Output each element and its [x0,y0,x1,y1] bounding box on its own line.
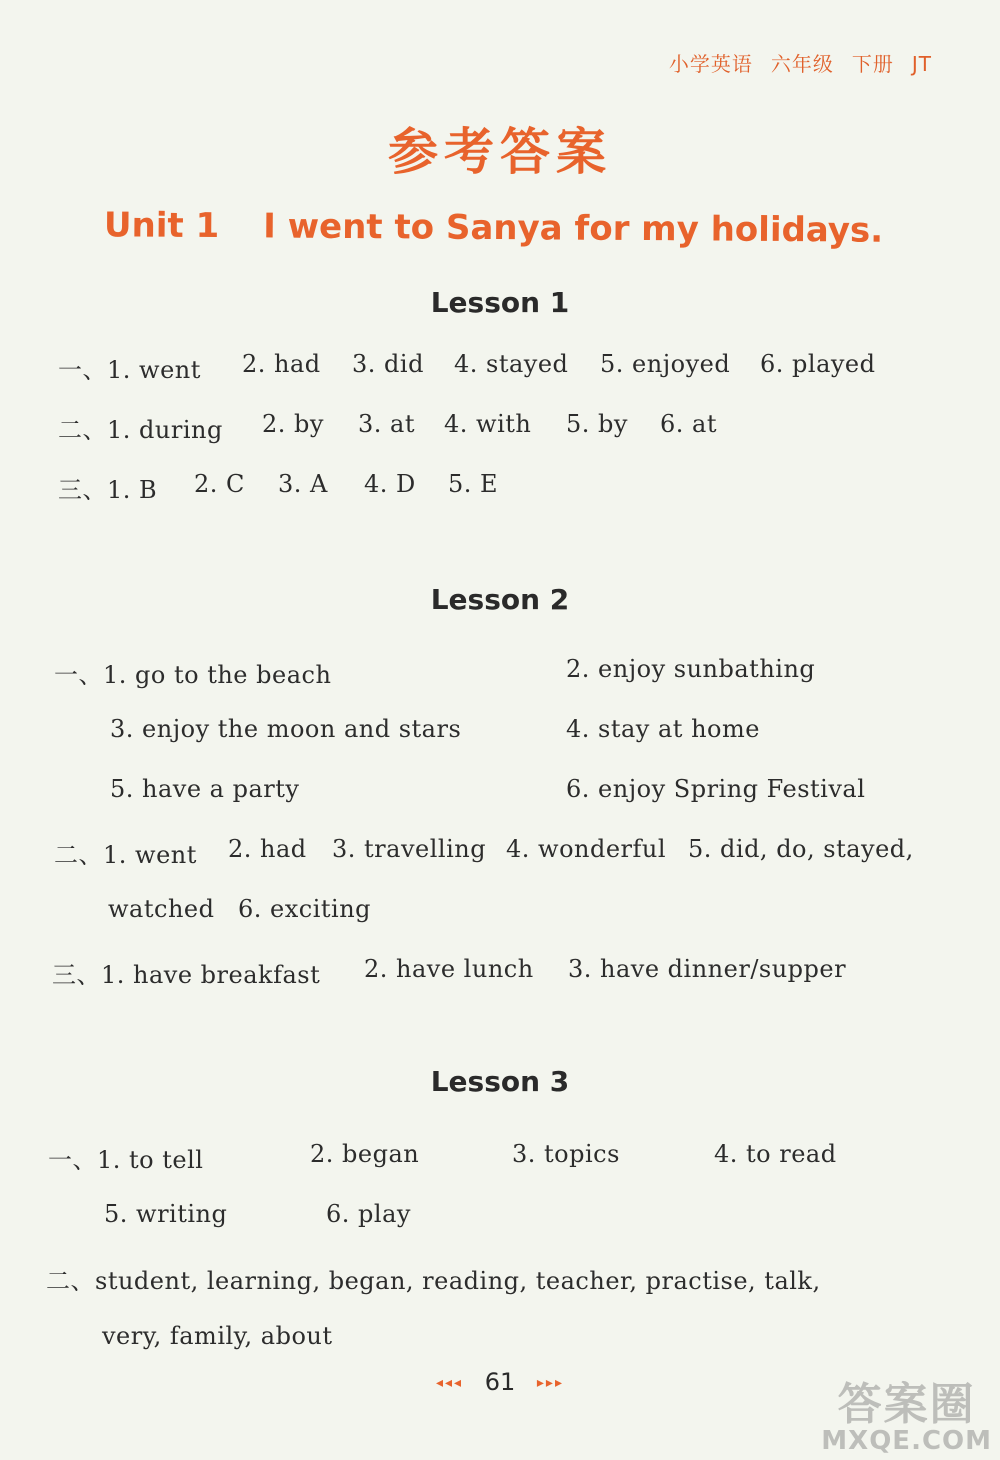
answer-item: 5. have a party [110,775,300,803]
page-title: 参考答案 [388,123,612,181]
answer-item: 2. had [242,350,321,378]
answer-item: 6. at [660,410,717,438]
grade-label: 六年级 [770,52,834,76]
lesson-3-title: Lesson 3 [430,1065,570,1098]
answer-item: 三、1. B [58,476,158,504]
subject-label: 小学英语 [668,52,753,76]
answer-item: 一、1. to tell [48,1146,204,1174]
edition-label: JT [911,52,932,76]
answer-item: 5. did, do, stayed, [688,835,914,863]
answer-item: 5. by [566,410,628,438]
watermark-bottom-text: MXQE.COM [821,1426,992,1456]
answer-item: 5. writing [104,1200,228,1228]
answer-item: 3. did [352,350,424,378]
answer-item: 5. E [448,470,499,498]
answer-item: 4. stayed [454,350,569,378]
answer-item: 2. by [262,410,324,438]
answer-item: 三、1. have breakfast [52,961,321,989]
answer-item: 2. had [228,835,307,863]
page-number: 61 [484,1368,516,1396]
answer-item: 一、1. go to the beach [54,661,332,689]
answer-item: 2. have lunch [364,955,534,983]
answer-item: 3. have dinner/supper [568,955,847,983]
answer-item: 4. stay at home [566,715,760,743]
book-info-header [651,48,932,77]
answer-item: 6. enjoy Spring Festival [566,775,866,803]
answer-item: 二、1. went [54,841,197,869]
volume-label: 下册 [851,52,894,76]
answer-item: 6. played [760,350,876,378]
answer-item: 6. play [326,1200,411,1228]
answer-item: 3. travelling [332,835,487,863]
answer-item: 二、1. during [58,416,223,444]
answer-item: 3. A [278,470,328,498]
answer-item: 一、1. went [58,356,201,384]
left-arrows-icon: ◂◂◂ [435,1375,464,1391]
right-arrows-icon: ▸▸▸ [536,1375,564,1391]
answer-item: 5. enjoyed [600,350,731,378]
answer-item: 4. wonderful [506,835,667,863]
answer-item: 2. began [310,1140,420,1168]
answer-item: 二、student, learning, began, reading, teacher, practise, talk, [46,1267,821,1295]
answer-item: 3. enjoy the moon and stars [110,715,462,743]
answer-item: 3. topics [512,1140,620,1168]
answer-item: 2. enjoy sunbathing [566,655,816,683]
unit-title: I went to Sanya for my holidays. [263,206,884,251]
answer-item: 4. D [364,470,416,498]
watermark-top-text: 答案圈 [837,1379,976,1430]
answer-item: watched [108,895,215,923]
answer-item: 2. C [194,470,245,498]
unit-heading [104,205,883,250]
watermark-logo [821,1368,992,1456]
lesson-2-title: Lesson 2 [430,583,570,616]
answer-item: 4. with [444,410,532,438]
answer-item: very, family, about [102,1322,333,1350]
lesson-1-title: Lesson 1 [430,286,570,319]
unit-number: Unit 1 [103,205,220,247]
answer-item: 6. exciting [238,895,372,923]
answer-item: 4. to read [714,1140,837,1168]
answer-item: 3. at [358,410,415,438]
